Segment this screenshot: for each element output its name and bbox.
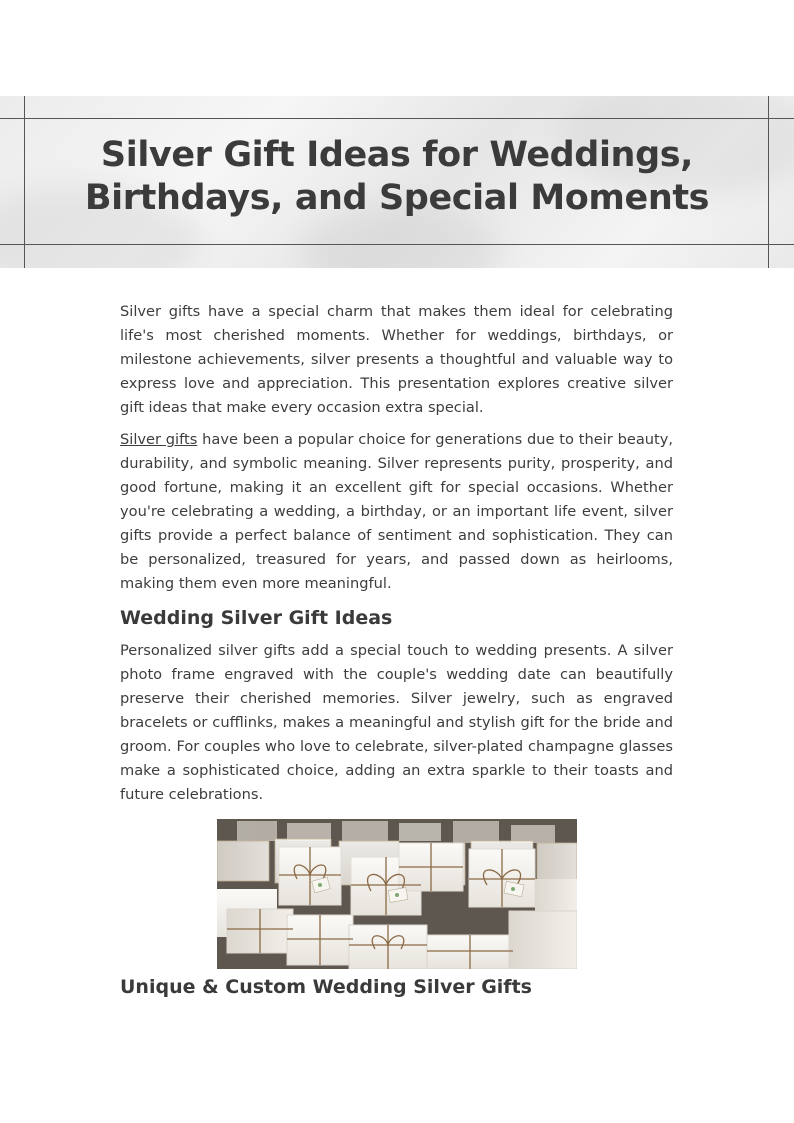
gift-boxes-photo — [217, 819, 577, 969]
popular-paragraph — [120, 428, 673, 596]
wedding-paragraph: Personalized silver gifts add a special touch to wedding presents. A silver photo frame engraved with the couple's wedding date can beautifully preserve their cherished memories. Silver jewelry, such as engraved bracelets or cufflinks, makes a meaningful and stylish gift for the bride and groom. For couples who love to celebrate, silver-plated champagne glasses make a sophisticated choice, adding an extra sparkle to their toasts and future celebrations. — [120, 642, 673, 803]
banner-top-rule — [0, 118, 794, 119]
page-title-line1: Silver Gift Ideas for Weddings, — [100, 135, 694, 175]
header-banner — [0, 96, 794, 268]
page-title — [0, 134, 794, 220]
article-body — [120, 300, 673, 1008]
wedding-heading: Wedding Silver Gift Ideas — [120, 607, 393, 629]
intro-paragraph: Silver gifts have a special charm that makes them ideal for celebrating life's most cherished moments. Whether for weddings, birthdays, or milestone achievements, silver presents a thoughtful and valuable way to express love and appreciation. This presentation explores creative silver gift ideas that make every occasion extra special. — [120, 303, 673, 416]
popular-paragraph-text: have been a popular choice for generations due to their beauty, durability, and symbolic meaning. Silver represents purity, prosperity, and good fortune, making it an excellent gift for special occasions. Whether you're celebrating a wedding, a birthday, or an important life event, silver gifts provide a perfect balance of sentiment and sophistication. They can be personalized, treasured for years, and passed down as heirlooms, making them even more meaningful. — [120, 431, 674, 592]
unique-heading: Unique & Custom Wedding Silver Gifts — [120, 976, 532, 998]
gift-boxes-illustration — [217, 819, 577, 969]
banner-bottom-rule — [0, 244, 794, 245]
page-title-line2: Birthdays, and Special Moments — [84, 178, 710, 218]
silver-gifts-link[interactable]: Silver gifts — [120, 431, 198, 448]
